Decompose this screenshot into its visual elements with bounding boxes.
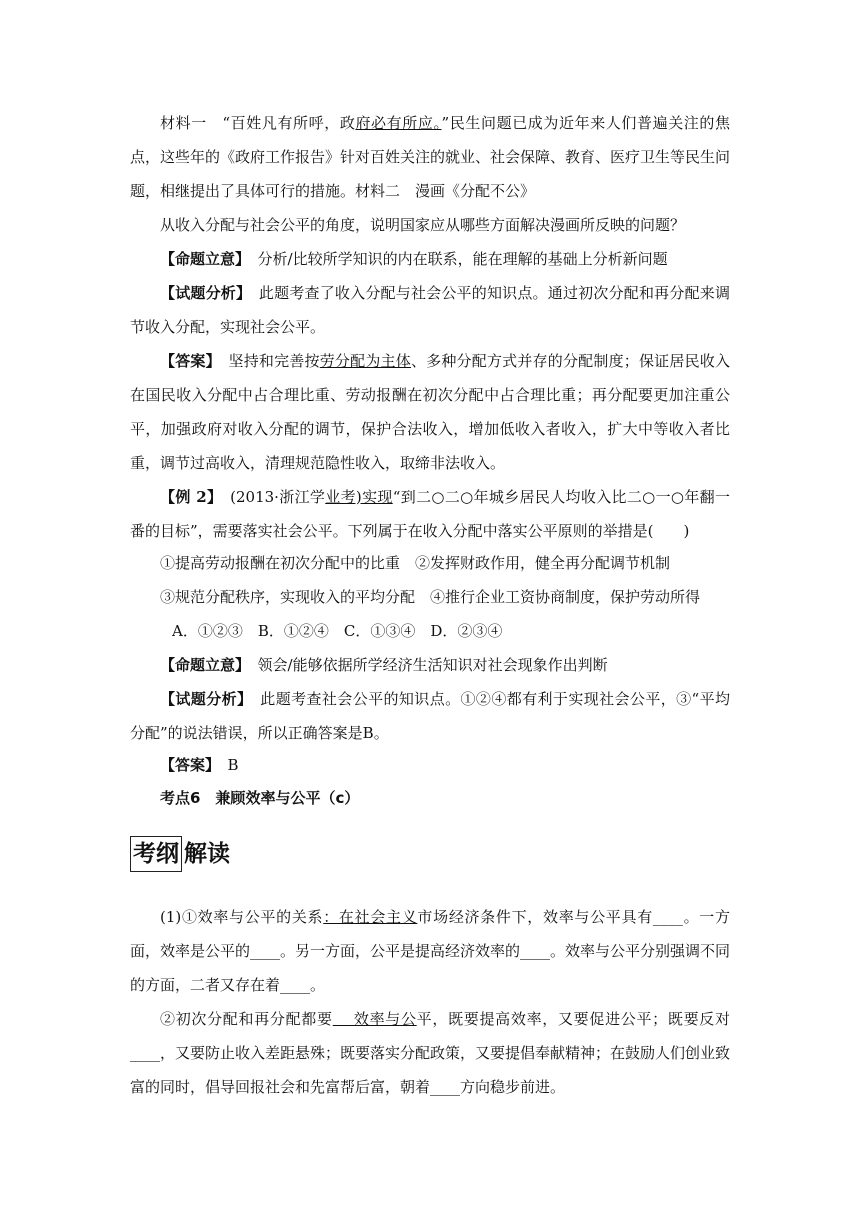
point-underlined: 效率与公 (332, 1010, 417, 1028)
answer-label: 【答案】 (160, 756, 213, 774)
stem-text: (2013·浙江学 (214, 488, 326, 506)
analysis-text: 此题考查了收入分配与社会公平的知识点。通过初次分配和再分配来调节收入分配，实现社会公平。 (130, 284, 730, 336)
ex2-intent (130, 648, 730, 682)
ex2-options: A．①②③ B．①②④ C．①③④ D．②③④ (172, 622, 503, 640)
material-text-cont: ”民生问题已成为近年来人们普遍关注的焦点，这些年的《政府工作报告》针对百姓关注的就业、社会保障、教育、医疗卫生等民生问题，相继提出了具体可行的措施。材料二 漫画《分配不公》 (130, 114, 731, 200)
point-text-cont: 平，既要提高效率，又要促进公平；既要反对____，又要防止收入差距悬殊；既要落实分配政策，又要提倡奉献精神；在鼓励人们创业致富的同时，倡导回报社会和先富帮后富，朝着____方向稳步前进。 (130, 1010, 731, 1096)
point-text: (1)①效率与公平的关系 (160, 908, 324, 926)
ex2-stem (130, 480, 730, 548)
outline-point-1 (130, 900, 730, 1002)
example-label: 【例 2】 (160, 488, 215, 506)
ex1-answer (130, 344, 730, 480)
material-underlined: 府必有所应。 (355, 114, 442, 132)
point-underlined: ：在社会主义 (323, 908, 418, 926)
stem-text-cont: “到二○二○年城乡居民人均收入比二○一○年翻一番的目标”，需要落实社会公平。下列属于在收入分配中落实公平原则的举措是( ) (130, 488, 730, 540)
material-paragraph (130, 106, 730, 208)
intent-text: 分析/比较所学知识的内在联系，能在理解的基础上分析新问题 (242, 250, 668, 268)
ex2-item1: ①提高劳动报酬在初次分配中的比重 ②发挥财政作用，健全再分配调节机制 (160, 554, 671, 572)
heading-text: 解读 (184, 841, 230, 867)
analysis-label: 【试题分析】 (160, 690, 245, 708)
ex1-analysis (130, 276, 730, 344)
analysis-label: 【试题分析】 (160, 284, 244, 302)
outline-point-2 (130, 1002, 730, 1104)
material-text: 材料一 “百姓凡有所呼，政 (160, 114, 356, 132)
heading-boxed-text: 考纲 (130, 836, 182, 872)
stem-underlined: 业考)实现 (325, 488, 393, 506)
answer-label: 【答案】 (160, 352, 214, 370)
point-text: ②初次分配和再分配都要 (160, 1010, 333, 1028)
ex1-intent (130, 242, 730, 276)
answer-text: B (212, 756, 239, 774)
ex2-answer (130, 748, 730, 782)
intent-text: 领会/能够依据所学经济生活知识对社会现象作出判断 (242, 656, 608, 674)
ex2-item2: ③规范分配秩序，实现收入的平均分配 ④推行企业工资协商制度，保护劳动所得 (160, 588, 701, 606)
outline-heading (130, 836, 230, 872)
section-title: 考点6 兼顾效率与公平（c） (160, 789, 360, 807)
intent-label: 【命题立意】 (160, 250, 243, 268)
analysis-text: 此题考查社会公平的知识点。①②④都有利于实现社会公平，③“平均分配”的说法错误，所以正确答案是B。 (130, 690, 730, 742)
intent-label: 【命题立意】 (160, 656, 243, 674)
point-text-cont: 市场经济条件下，效率与公平具有____。一方面，效率是公平的____。另一方面，公平是提高经济效率的____。效率与公平分别强调不同的方面，二者又存在着____。 (130, 908, 731, 994)
ex2-analysis (130, 682, 730, 750)
answer-underlined: 劳分配为主体 (319, 352, 411, 370)
answer-text-cont: 、多种分配方式并存的分配制度；保证居民收入在国民收入分配中占合理比重、劳动报酬在初次分配中占合理比重；再分配要更加注重公平，加强政府对收入分配的调节，保护合法收入，增加低收入者收入，扩大中等收入者比重，调节过高收入，清理规范隐性收入，取缔非法收入。 (130, 352, 730, 472)
answer-text: 坚持和完善按 (213, 352, 320, 370)
question-paragraph: 从收入分配与社会公平的角度，说明国家应从哪些方面解决漫画所反映的问题？ (160, 216, 686, 234)
